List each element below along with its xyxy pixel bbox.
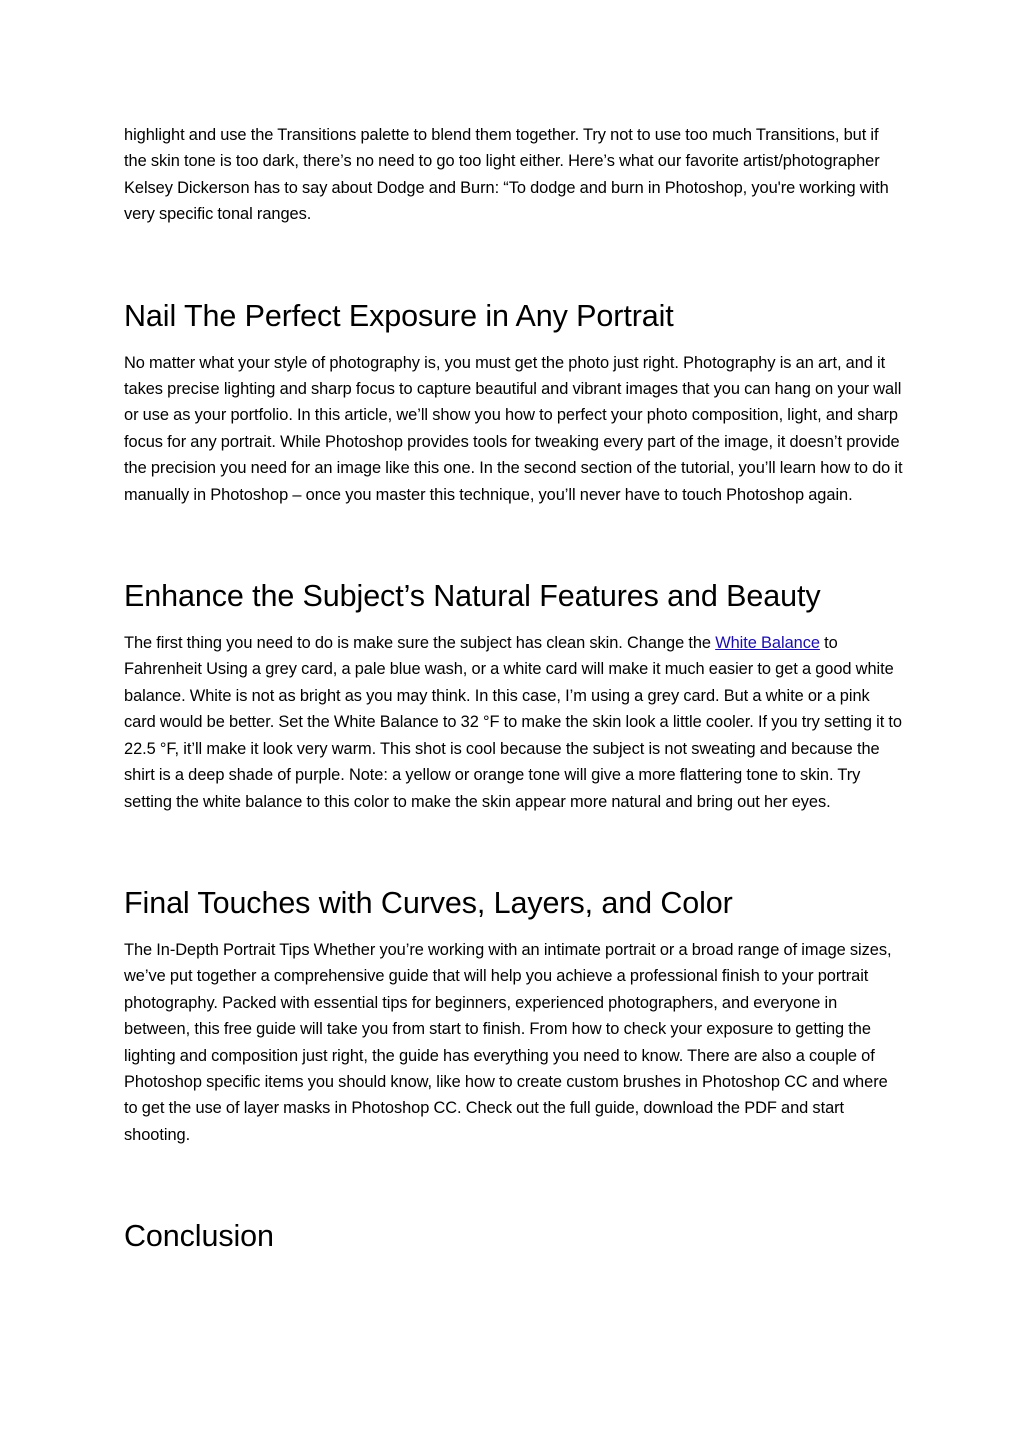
white-balance-link[interactable]: White Balance	[715, 634, 820, 653]
conclusion-heading: Conclusion	[124, 1219, 274, 1254]
enhance-heading: Enhance the Subject’s Natural Features and Beauty	[124, 579, 821, 614]
document-page	[124, 122, 904, 1255]
enhance-paragraph	[124, 630, 904, 815]
intro-paragraph: highlight and use the Transitions palette to blend them together. Try not to use too much Transitions, but if the skin tone is too dark, there’s no need to go too light either. Here’s what our favorite artist/photographer Kelsey Dickerson has to say about Dodge and Burn: “To dodge and burn in Photoshop, you're working with very specific tonal ranges.	[124, 126, 889, 224]
enhance-text-after-link: to Fahrenheit Using a grey card, a pale blue wash, or a white card will make it much easier to get a good white balance. White is not as bright as you may think. In this case, I’m using a grey card. But a white or a pink card would be better. Set the White Balance to 32 °F to make the skin look a little cooler. If you try setting it to 22.5 °F, it’ll make it look very warm. This shot is cool because the subject is not sweating and because the shirt is a deep shade of purple. Note: a yellow or orange tone will give a more flattering tone to skin. Try setting the white balance to this color to make the skin appear more natural and bring out her eyes.	[124, 634, 902, 811]
enhance-text-before-link: The first thing you need to do is make sure the subject has clean skin. Change the	[124, 634, 716, 653]
exposure-heading: Nail The Perfect Exposure in Any Portrait	[124, 298, 674, 333]
final-touches-paragraph: The In-Depth Portrait Tips Whether you’re working with an intimate portrait or a broad range of image sizes, we’ve put together a comprehensive guide that will help you achieve a professional finish to your portrait photography. Packed with essential tips for beginners, experienced photographers, and everyone in between, this free guide will take you from start to finish. From how to check your exposure to getting the lighting and composition just right, the guide has everything you need to know. There are also a couple of Photoshop specific items you should know, like how to create custom brushes in Photoshop CC and where to get the use of layer masks in Photoshop CC. Check out the full guide, download the PDF and start shooting.	[124, 940, 892, 1144]
final-touches-heading: Final Touches with Curves, Layers, and Color	[124, 885, 733, 920]
exposure-paragraph: No matter what your style of photography is, you must get the photo just right. Photography is an art, and it takes precise lighting and sharp focus to capture beautiful and vibrant images that you can hang on your wall or use as your portfolio. In this article, we’ll show you how to perfect your photo composition, light, and sharp focus for any portrait. While Photoshop provides tools for tweaking every part of the image, it doesn’t provide the precision you need for an image like this one. In the second section of the tutorial, you’ll learn how to do it manually in Photoshop – once you master this technique, you’ll never have to touch Photoshop again.	[124, 353, 903, 504]
